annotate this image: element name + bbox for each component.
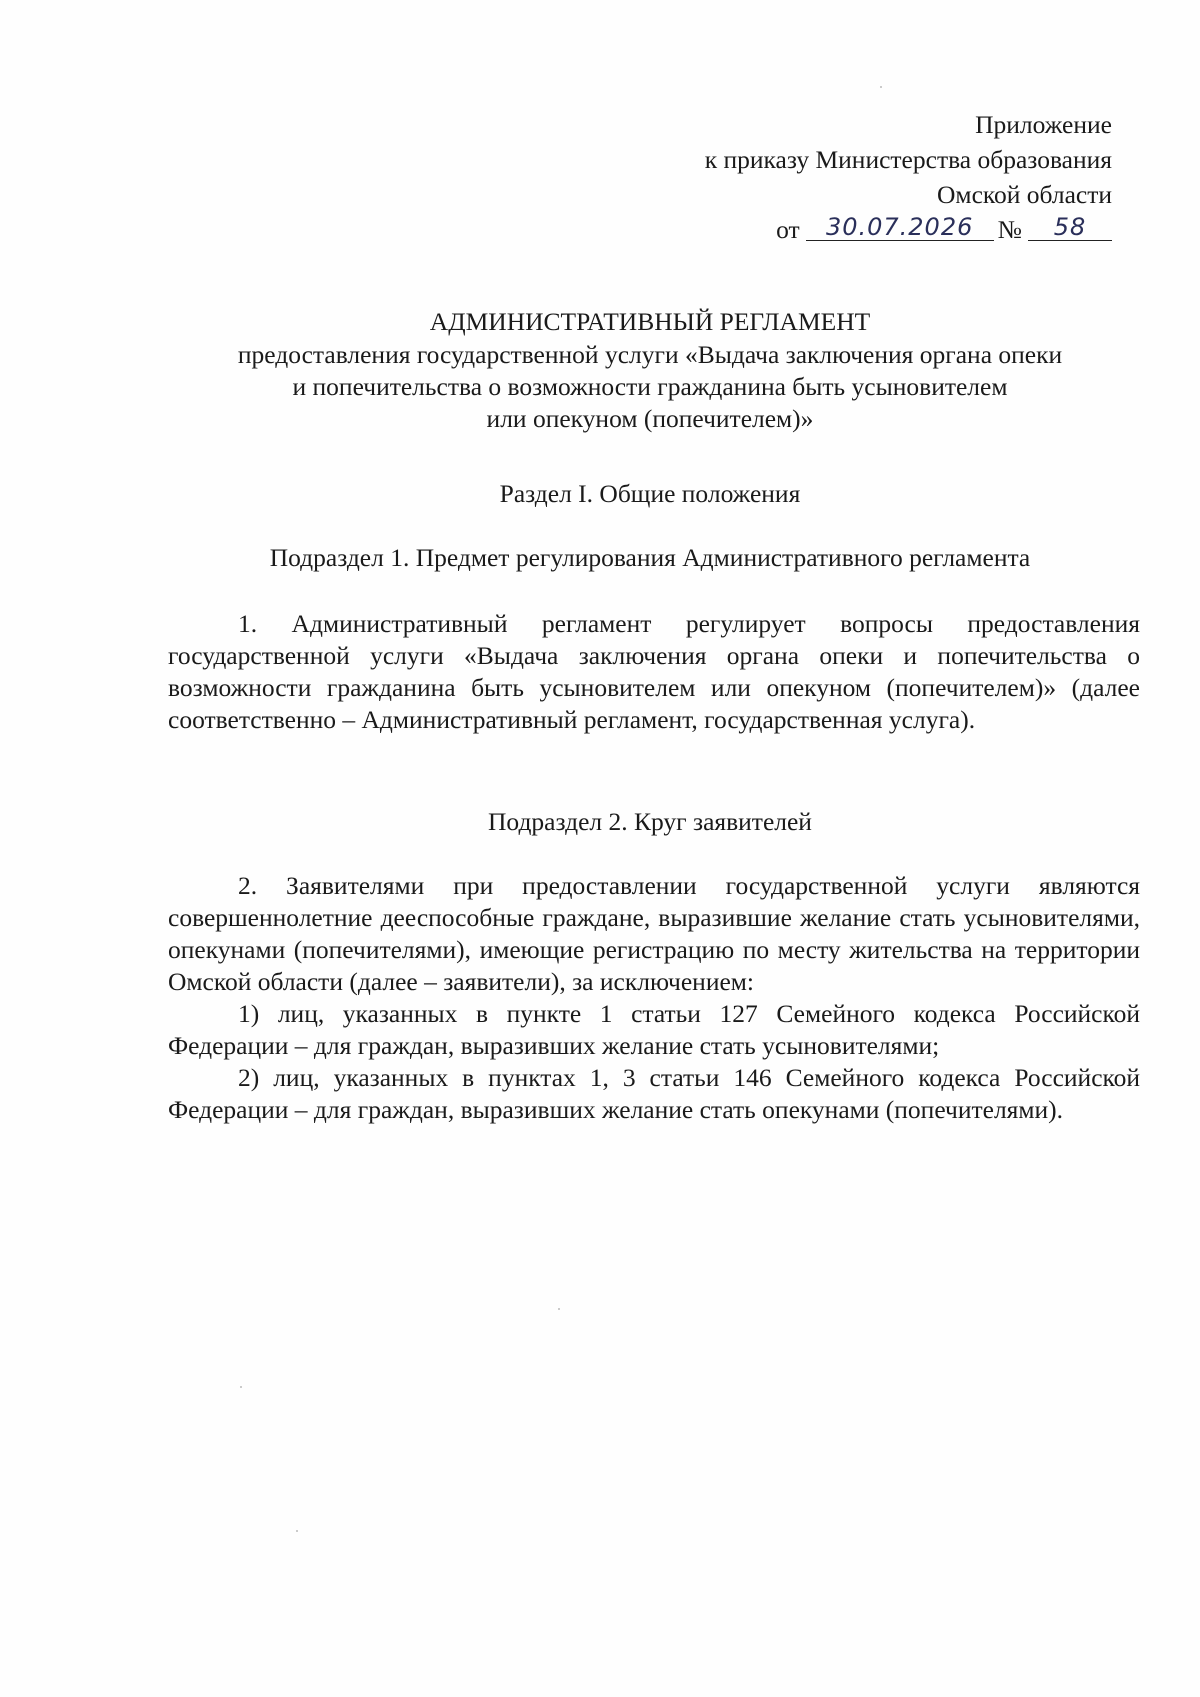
appendix-block	[705, 107, 1112, 247]
scan-speck	[558, 1308, 560, 1310]
order-number-handwritten: 58	[1028, 214, 1112, 241]
subsection-1-heading: Подраздел 1. Предмет регулирования Административного регламента	[269, 543, 1031, 572]
document-title	[160, 305, 1140, 435]
title-line-3: или опекуном (попечителем)»	[486, 404, 814, 433]
section-1-heading: Раздел I. Общие положения	[499, 479, 801, 508]
subsection-1-body	[168, 608, 1140, 736]
number-label: №	[997, 215, 1022, 244]
order-date-handwritten: 30.07.2026	[806, 214, 994, 241]
title-line-2: и попечительства о возможности гражданина быть усыновителем	[292, 372, 1008, 401]
title-heading: АДМИНИСТРАТИВНЫЙ РЕГЛАМЕНТ	[429, 307, 871, 336]
paragraph-2: 2. Заявителями при предоставлении государственной услуги являются совершеннолетние дееспособные граждане, выразившие желание стать усыновителями, опекунами (попечителями), имеющие регистрацию по месту жительства на территории Омской области (далее – заявители), за исключением:	[168, 871, 1140, 996]
scan-speck	[240, 1386, 242, 1388]
paragraph-2-item-1: 1) лиц, указанных в пункте 1 статьи 127 Семейного кодекса Российской Федерации – для граждан, выразивших желание стать усыновителями;	[168, 999, 1140, 1060]
appendix-line-3: Омской области	[937, 180, 1112, 209]
scan-speck	[296, 1530, 298, 1532]
order-date-number-line	[705, 212, 1112, 247]
from-label: от	[776, 215, 800, 244]
subsection-2-body	[168, 870, 1140, 1126]
appendix-line-2: к приказу Министерства образования	[704, 145, 1112, 174]
title-line-1: предоставления государственной услуги «Выдача заключения органа опеки	[237, 340, 1063, 369]
subsection-2-heading: Подраздел 2. Круг заявителей	[488, 807, 812, 836]
appendix-line-1: Приложение	[975, 110, 1112, 139]
scan-speck	[880, 86, 882, 88]
paragraph-1: 1. Административный регламент регулирует вопросы предоставления государственной услуги «Выдача заключения органа опеки и попечительства о возможности гражданина быть усыновителем или опекуном (попечителем)» (далее соответственно – Административный регламент, государственная услуга).	[168, 609, 1140, 734]
paragraph-2-item-2: 2) лиц, указанных в пунктах 1, 3 статьи 146 Семейного кодекса Российской Федерации – для граждан, выразивших желание стать опекунами (попечителями).	[168, 1063, 1140, 1124]
